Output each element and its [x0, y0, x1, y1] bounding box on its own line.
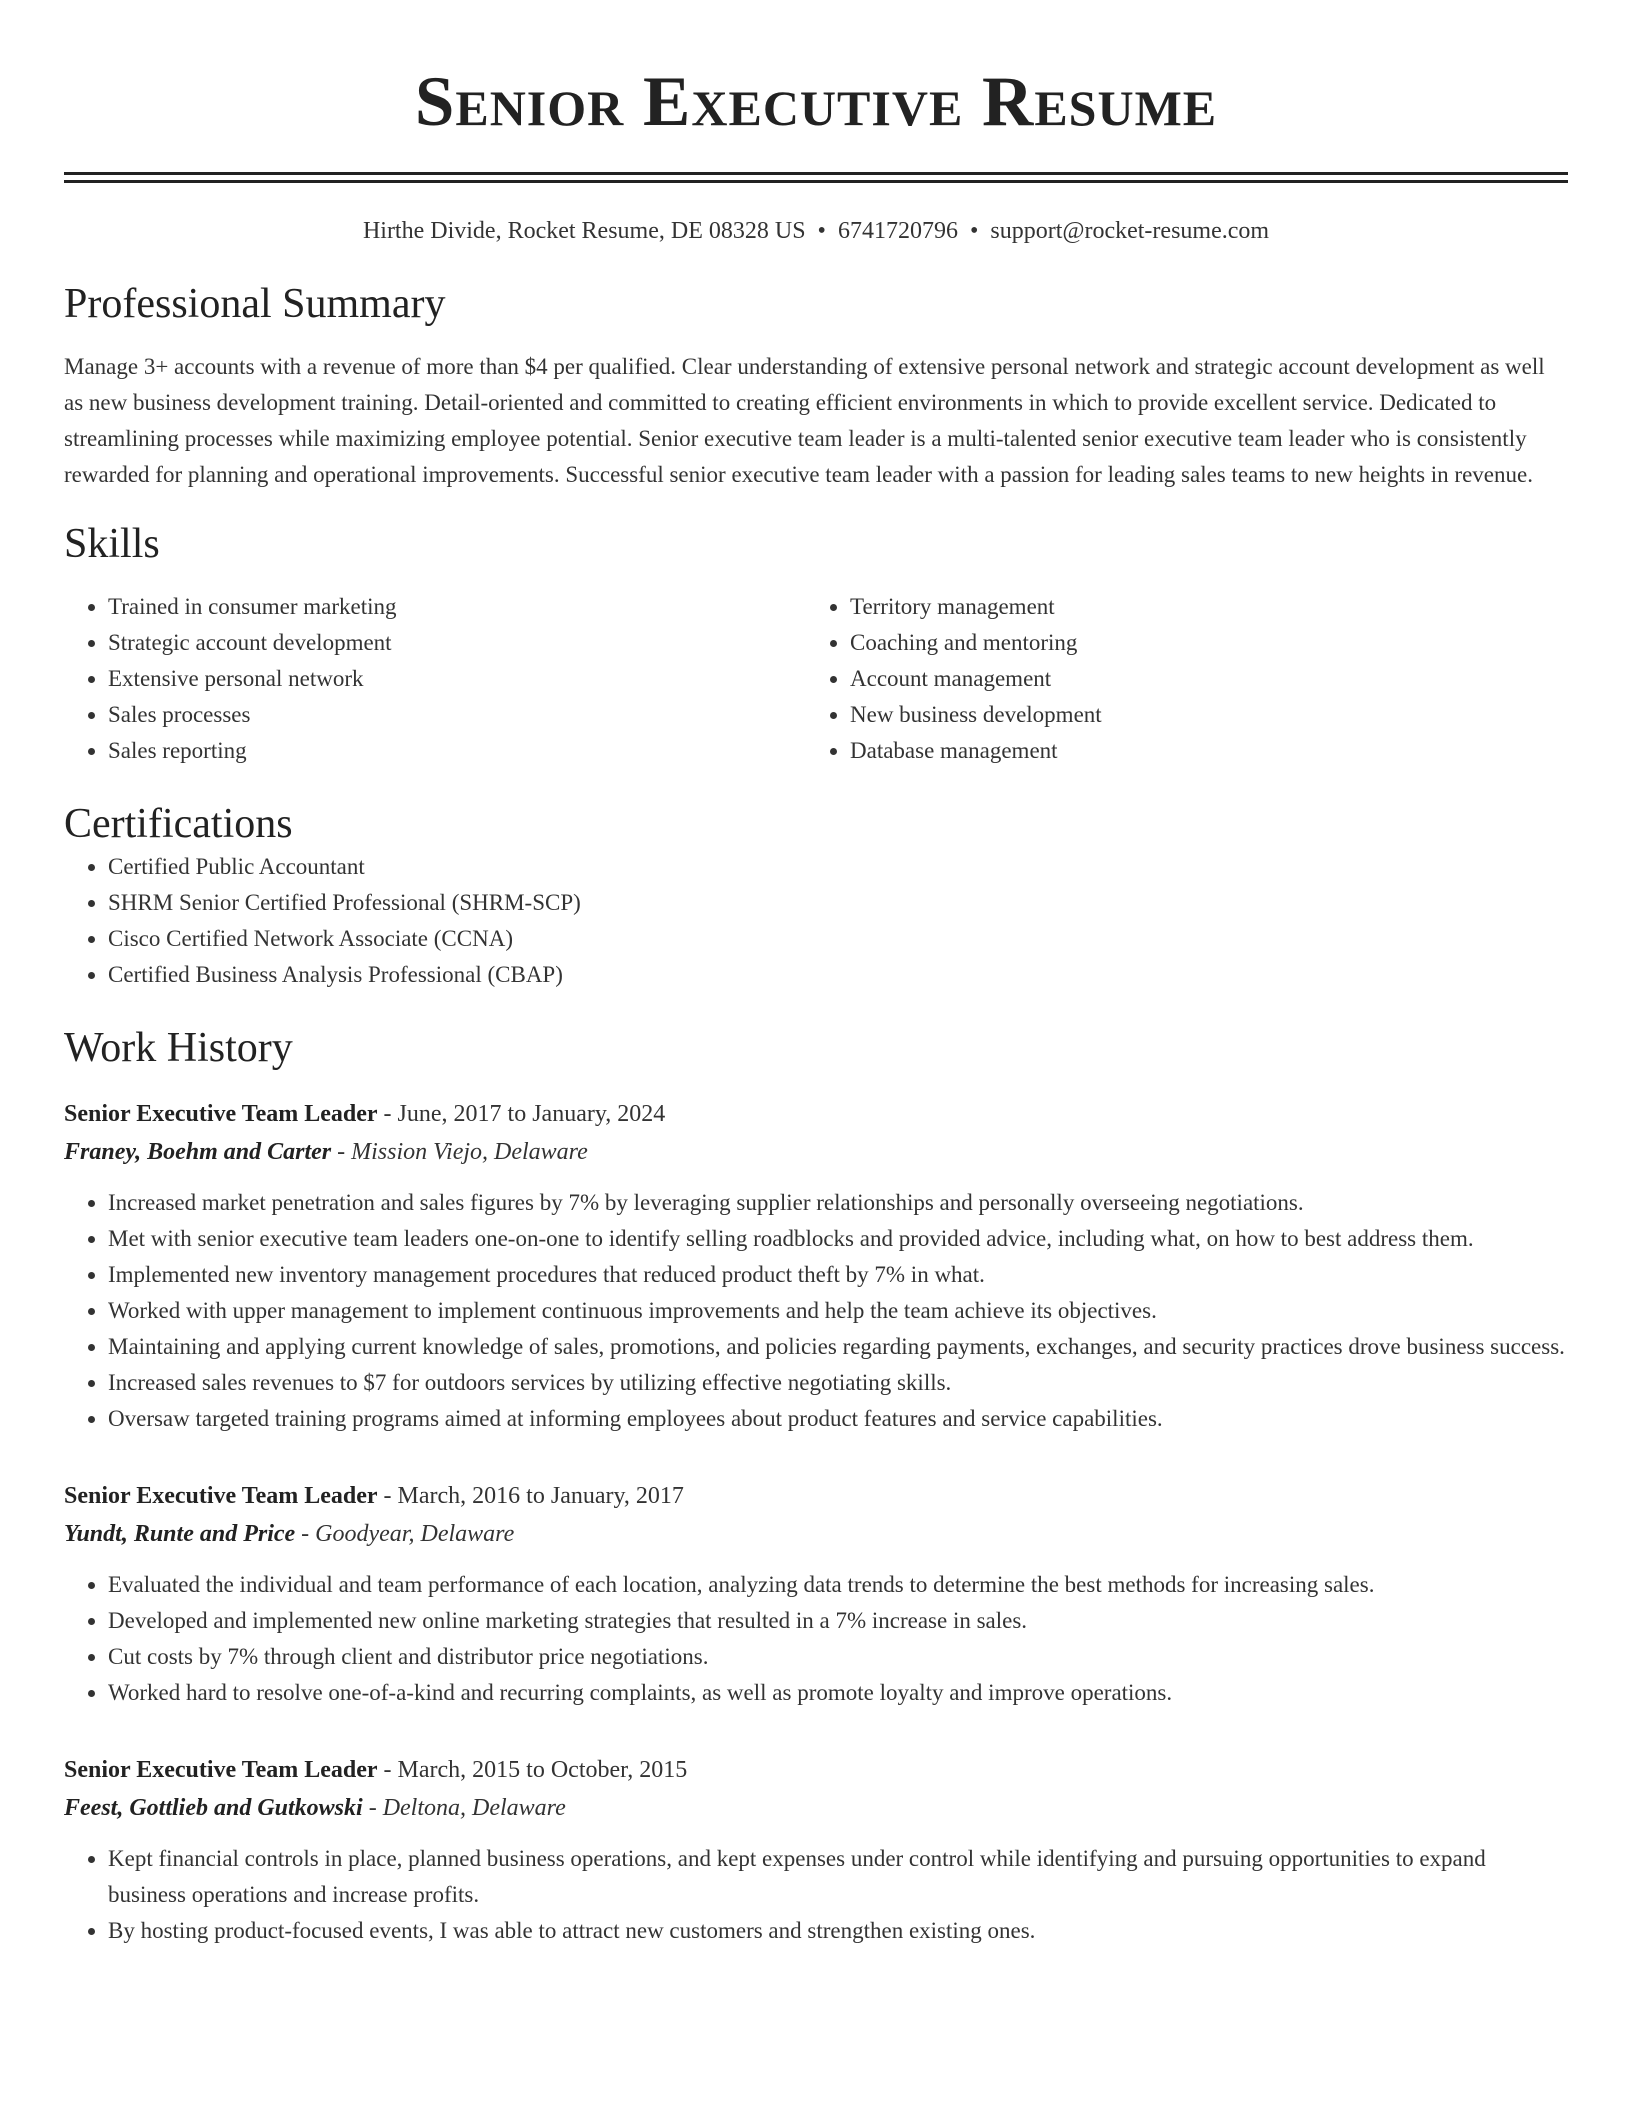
job-dates: June, 2017 to January, 2024: [397, 1101, 666, 1127]
certifications-list: [64, 849, 1568, 993]
skill-item: • Strategic account development: [108, 625, 806, 661]
job-title-line: [64, 1095, 1568, 1133]
job-bullets: [64, 1567, 1568, 1711]
skill-item: • Territory management: [850, 589, 1548, 625]
skills-list-right: [806, 589, 1548, 769]
skill-item: • Sales reporting: [108, 733, 806, 769]
skill-item: • Database management: [850, 733, 1548, 769]
certification-item: • Certified Business Analysis Professional (CBAP): [108, 957, 1568, 993]
certifications-heading: Certifications: [64, 801, 293, 847]
document-title: Senior Executive Resume: [414, 63, 1218, 141]
job-bullet: • Increased market penetration and sales figures by 7% by leveraging supplier relationships and personally overseeing negotiations.: [108, 1185, 1568, 1221]
job-bullet: • Worked hard to resolve one-of-a-kind and recurring complaints, as well as promote loyalty and improve operations.: [108, 1675, 1568, 1711]
job-bullet: • Increased sales revenues to $7 for outdoors services by utilizing effective negotiating skills.: [108, 1365, 1568, 1401]
certification-item: • Certified Public Accountant: [108, 849, 1568, 885]
certification-item: • Cisco Certified Network Associate (CCNA): [108, 921, 1568, 957]
skills-list-left: [64, 589, 806, 769]
job-employer-line: [64, 1789, 1568, 1827]
job-bullet: • Kept financial controls in place, planned business operations, and kept expenses under control while identifying and pursuing opportunities to expand business operations and increase profits.: [108, 1841, 1568, 1913]
job-dates: March, 2016 to January, 2017: [397, 1483, 684, 1509]
job-dash: -: [377, 1483, 398, 1509]
job-employer: Franey, Boehm and Carter: [64, 1139, 332, 1165]
job-employer-line: [64, 1133, 1568, 1171]
job-bullets: [64, 1841, 1568, 1949]
job-title-line: [64, 1477, 1568, 1515]
job-title-line: [64, 1751, 1568, 1789]
job-location: Deltona, Delaware: [382, 1795, 566, 1821]
job-bullet: • By hosting product-focused events, I was able to attract new customers and strengthen existing ones.: [108, 1913, 1568, 1949]
skills-heading: Skills: [64, 521, 160, 567]
job-title: Senior Executive Team Leader: [64, 1101, 378, 1127]
job-dash: -: [331, 1139, 352, 1165]
skills-grid: [64, 589, 1568, 769]
job-bullet: • Met with senior executive team leaders one-on-one to identify selling roadblocks and provided advice, including what, on how to best address them.: [108, 1221, 1568, 1257]
job-entry: [64, 1751, 1568, 1949]
job-location: Mission Viejo, Delaware: [351, 1139, 588, 1165]
skill-item: • Account management: [850, 661, 1548, 697]
job-dash: -: [377, 1757, 398, 1783]
job-bullet: • Maintaining and applying current knowledge of sales, promotions, and policies regarding payments, exchanges, and security practices drove business success.: [108, 1329, 1568, 1365]
job-bullet: • Oversaw targeted training programs aimed at informing employees about product features and service capabilities.: [108, 1401, 1568, 1437]
title-double-rule: [64, 172, 1568, 183]
skill-item: • Sales processes: [108, 697, 806, 733]
job-bullet: • Implemented new inventory management procedures that reduced product theft by 7% in what.: [108, 1257, 1568, 1293]
job-dash: -: [362, 1795, 383, 1821]
contact-line: [64, 215, 1568, 247]
contact-separator: •: [817, 218, 826, 244]
job-entry: [64, 1477, 1568, 1711]
summary-text: Manage 3+ accounts with a revenue of more than $4 per qualified. Clear understanding of extensive personal network and strategic account development as well as new business development training. Detail-oriented and committed to creating efficient environments in which to provide excellent service. Dedicated to streamlining processes while maximizing employee potential. Senior executive team leader is a multi-talented senior executive team leader who is consistently rewarded for planning and operational improvements. Successful senior executive team leader with a passion for leading sales teams to new heights in revenue.: [64, 354, 1545, 487]
job-entry: [64, 1095, 1568, 1437]
job-dates: March, 2015 to October, 2015: [397, 1757, 688, 1783]
skill-item: • New business development: [850, 697, 1548, 733]
job-employer: Yundt, Runte and Price: [64, 1521, 296, 1547]
job-dash: -: [377, 1101, 398, 1127]
summary-heading: Professional Summary: [64, 281, 446, 327]
certification-item: • SHRM Senior Certified Professional (SHRM-SCP): [108, 885, 1568, 921]
job-bullets: [64, 1185, 1568, 1437]
job-bullet: • Evaluated the individual and team performance of each location, analyzing data trends to determine the best methods for increasing sales.: [108, 1567, 1568, 1603]
skill-item: • Coaching and mentoring: [850, 625, 1548, 661]
contact-address: Hirthe Divide, Rocket Resume, DE 08328 US: [362, 218, 806, 244]
job-bullet: • Cut costs by 7% through client and distributor price negotiations.: [108, 1639, 1568, 1675]
job-bullet: • Worked with upper management to implement continuous improvements and help the team achieve its objectives.: [108, 1293, 1568, 1329]
job-employer: Feest, Gottlieb and Gutkowski: [64, 1795, 363, 1821]
contact-phone: 6741720796: [837, 218, 958, 244]
contact-separator: •: [969, 218, 979, 244]
job-employer-line: [64, 1515, 1568, 1553]
job-dash: -: [295, 1521, 316, 1547]
job-title: Senior Executive Team Leader: [64, 1757, 378, 1783]
contact-email: support@rocket-resume.com: [990, 218, 1270, 244]
job-bullet: • Developed and implemented new online marketing strategies that resulted in a 7% increase in sales.: [108, 1603, 1568, 1639]
job-title: Senior Executive Team Leader: [64, 1483, 378, 1509]
job-location: Goodyear, Delaware: [315, 1521, 515, 1547]
skill-item: • Trained in consumer marketing: [108, 589, 806, 625]
resume-page: [64, 0, 1568, 1949]
work-history-heading: Work History: [64, 1025, 293, 1071]
skill-item: • Extensive personal network: [108, 661, 806, 697]
